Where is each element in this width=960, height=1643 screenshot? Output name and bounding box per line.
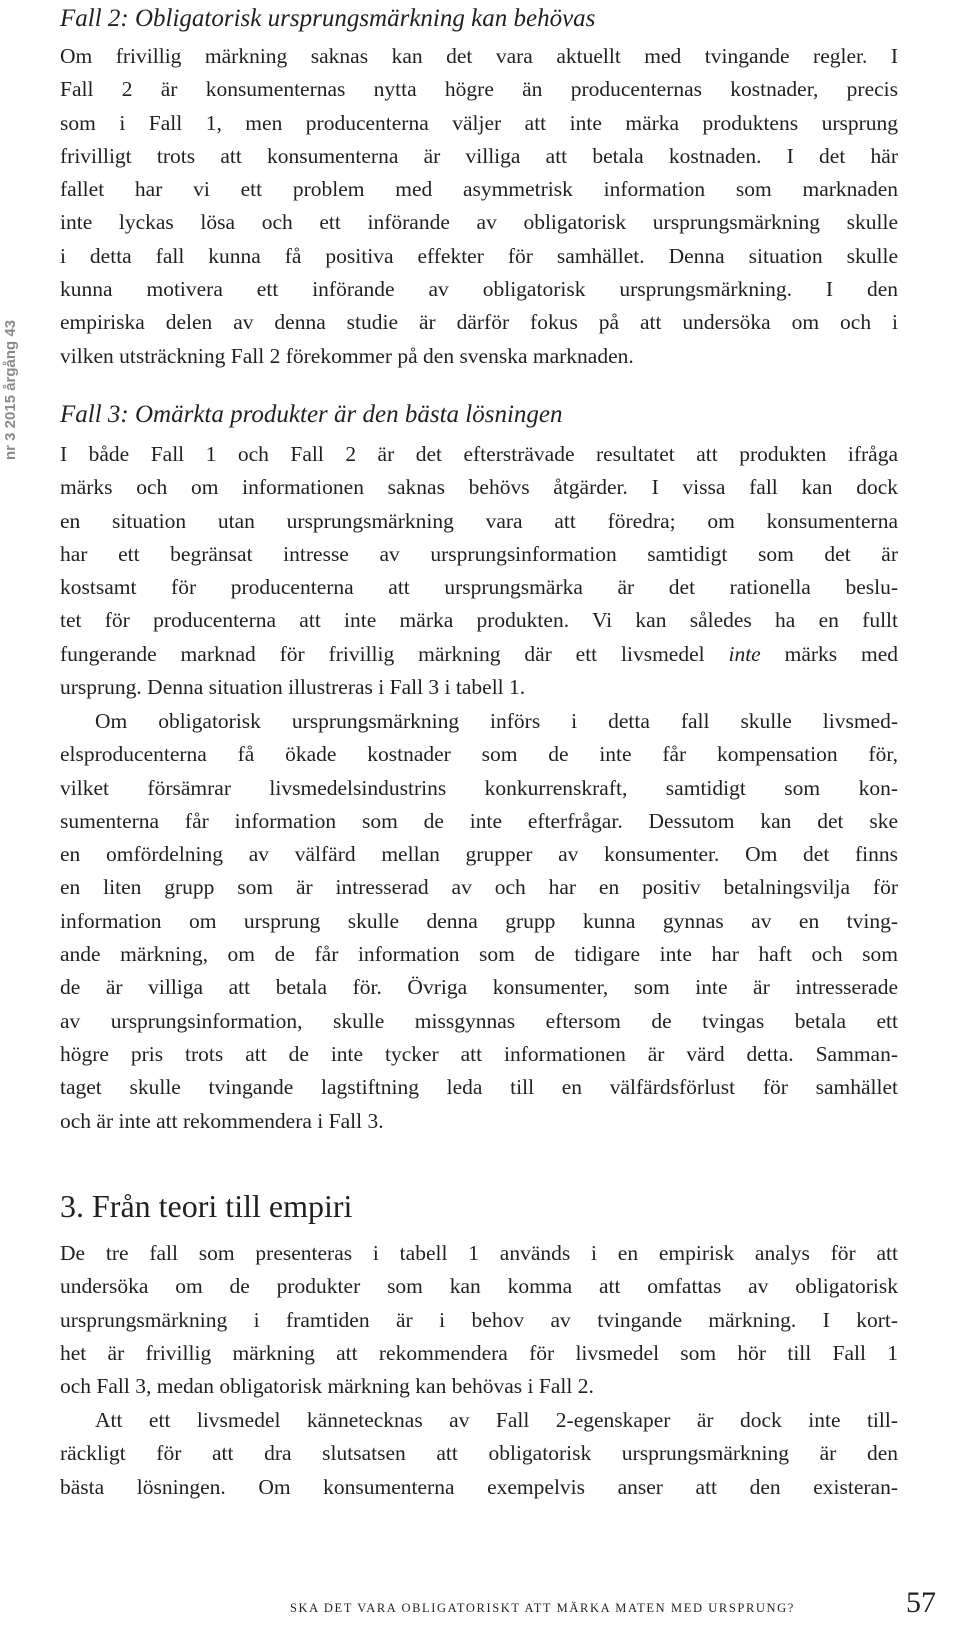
text-line: frivilligt trots att konsumenterna är villiga att betala kostnaden. I det här (60, 143, 898, 168)
journal-issue-label: nr 3 2015 årgång 43 (2, 319, 19, 461)
text-line: en situation utan ursprungsmärkning vara att föredra; om konsumenterna (60, 508, 898, 533)
paragraph-fall-3-first (60, 438, 898, 704)
text-line: ursprungsmärkning i framtiden är i behov av tvingande märkning. I kort- (60, 1307, 898, 1332)
text-line: taget skulle tvingande lagstiftning leda till en välfärdsförlust för samhället (60, 1075, 898, 1100)
text-line: Om frivillig märkning saknas kan det vara aktuellt med tvingande regler. I (60, 44, 898, 68)
paragraph-section-3-first (60, 1237, 898, 1403)
paragraph-fall-2 (60, 40, 898, 373)
paragraph-fall-3-second (60, 705, 898, 1138)
text-line: och är inte att rekommendera i Fall 3. (60, 1108, 384, 1133)
text-line: har ett begränsat intresse av ursprungsinformation samtidigt som det är (60, 541, 898, 566)
text-line: inte lyckas lösa och ett införande av obligatorisk ursprungsmärkning skulle (60, 210, 898, 235)
text-line: räckligt för att dra slutsatsen att obligatorisk ursprungsmärkning är den (60, 1441, 898, 1466)
text-line (60, 638, 898, 671)
text-line: De tre fall som presenteras i tabell 1 används i en empirisk analys för att (60, 1241, 898, 1265)
paragraph-section-3-second (60, 1404, 898, 1504)
text-line: av ursprungsinformation, skulle missgynnas eftersom de tvingas betala ett (60, 1008, 898, 1033)
page-column (60, 0, 898, 1643)
text-line: högre pris trots att de inte tycker att informationen är värd detta. Samman- (60, 1041, 898, 1066)
section-title: 3. Från teori till empiri (60, 1188, 353, 1224)
text-segment: märks med (760, 641, 899, 666)
text-line: information om ursprung skulle denna grupp kunna gynnas av en tving- (60, 908, 898, 933)
text-line: ande märkning, om de får information som de tidigare inte har haft och som (60, 942, 898, 967)
text-line: kunna motivera ett införande av obligatorisk ursprungsmärkning. I den (60, 277, 898, 302)
text-line: kostsamt för producenterna att ursprungsmärka är det rationella beslu- (60, 575, 898, 600)
text-line: I både Fall 1 och Fall 2 är det eftersträvade resultatet att produkten ifråga (60, 442, 898, 466)
text-line: sumenterna får information som de inte efterfrågar. Dessutom kan det ske (60, 808, 898, 833)
running-title: SKA DET VARA OBLIGATORISKT ATT MÄRKA MATEN MED URSPRUNG? (290, 1601, 795, 1615)
text-line: de är villiga att betala för. Övriga konsumenter, som inte är intresserade (60, 975, 898, 1000)
text-line: en omfördelning av välfärd mellan grupper av konsumenter. Om det finns (60, 842, 898, 867)
text-line: het är frivillig märkning att rekommendera för livsmedel som hör till Fall 1 (60, 1340, 898, 1365)
text-line: märks och om informationen saknas behövs åtgärder. I vissa fall kan dock (60, 475, 898, 500)
text-line: vilket försämrar livsmedelsindustrins konkurrenskraft, samtidigt som kon- (60, 775, 898, 800)
text-line: Fall 2 är konsumenternas nytta högre än producenternas kostnader, precis (60, 77, 898, 102)
text-line: fallet har vi ett problem med asymmetrisk information som marknaden (60, 177, 898, 202)
emphasis-inte: inte (728, 641, 761, 666)
text-line: i detta fall kunna få positiva effekter för samhället. Denna situation skulle (60, 243, 898, 268)
text-line: undersöka om de produkter som kan komma att omfattas av obligatorisk (60, 1274, 898, 1299)
text-line: vilken utsträckning Fall 2 förekommer på den svenska marknaden. (60, 343, 634, 368)
text-line: Om obligatorisk ursprungsmärkning införs i detta fall skulle livsmed- (95, 709, 898, 733)
text-line: och Fall 3, medan obligatorisk märkning kan behövas i Fall 2. (60, 1374, 594, 1399)
text-line: empiriska delen av denna studie är därför fokus på att undersöka om och i (60, 310, 898, 335)
heading-fall-2: Fall 2: Obligatorisk ursprungsmärkning kan behövas (60, 5, 596, 32)
text-line: tet för producenterna att inte märka produkten. Vi kan således ha en fullt (60, 608, 898, 633)
text-segment: fungerande marknad för frivillig märkning där ett livsmedel (60, 641, 729, 666)
text-line: Att ett livsmedel kännetecknas av Fall 2-egenskaper är dock inte till- (95, 1408, 898, 1432)
page-number: 57 (906, 1586, 936, 1619)
text-line: bästa lösningen. Om konsumenterna exempelvis anser att den existeran- (60, 1474, 898, 1499)
text-line: ursprung. Denna situation illustreras i Fall 3 i tabell 1. (60, 675, 526, 700)
text-line: elsproducenterna få ökade kostnader som de inte får kompensation för, (60, 742, 898, 767)
text-line: som i Fall 1, men producenterna väljer att inte märka produktens ursprung (60, 110, 898, 135)
heading-fall-3: Fall 3: Omärkta produkter är den bästa lösningen (60, 401, 563, 428)
text-line: en liten grupp som är intresserad av och har en positiv betalningsvilja för (60, 875, 898, 900)
